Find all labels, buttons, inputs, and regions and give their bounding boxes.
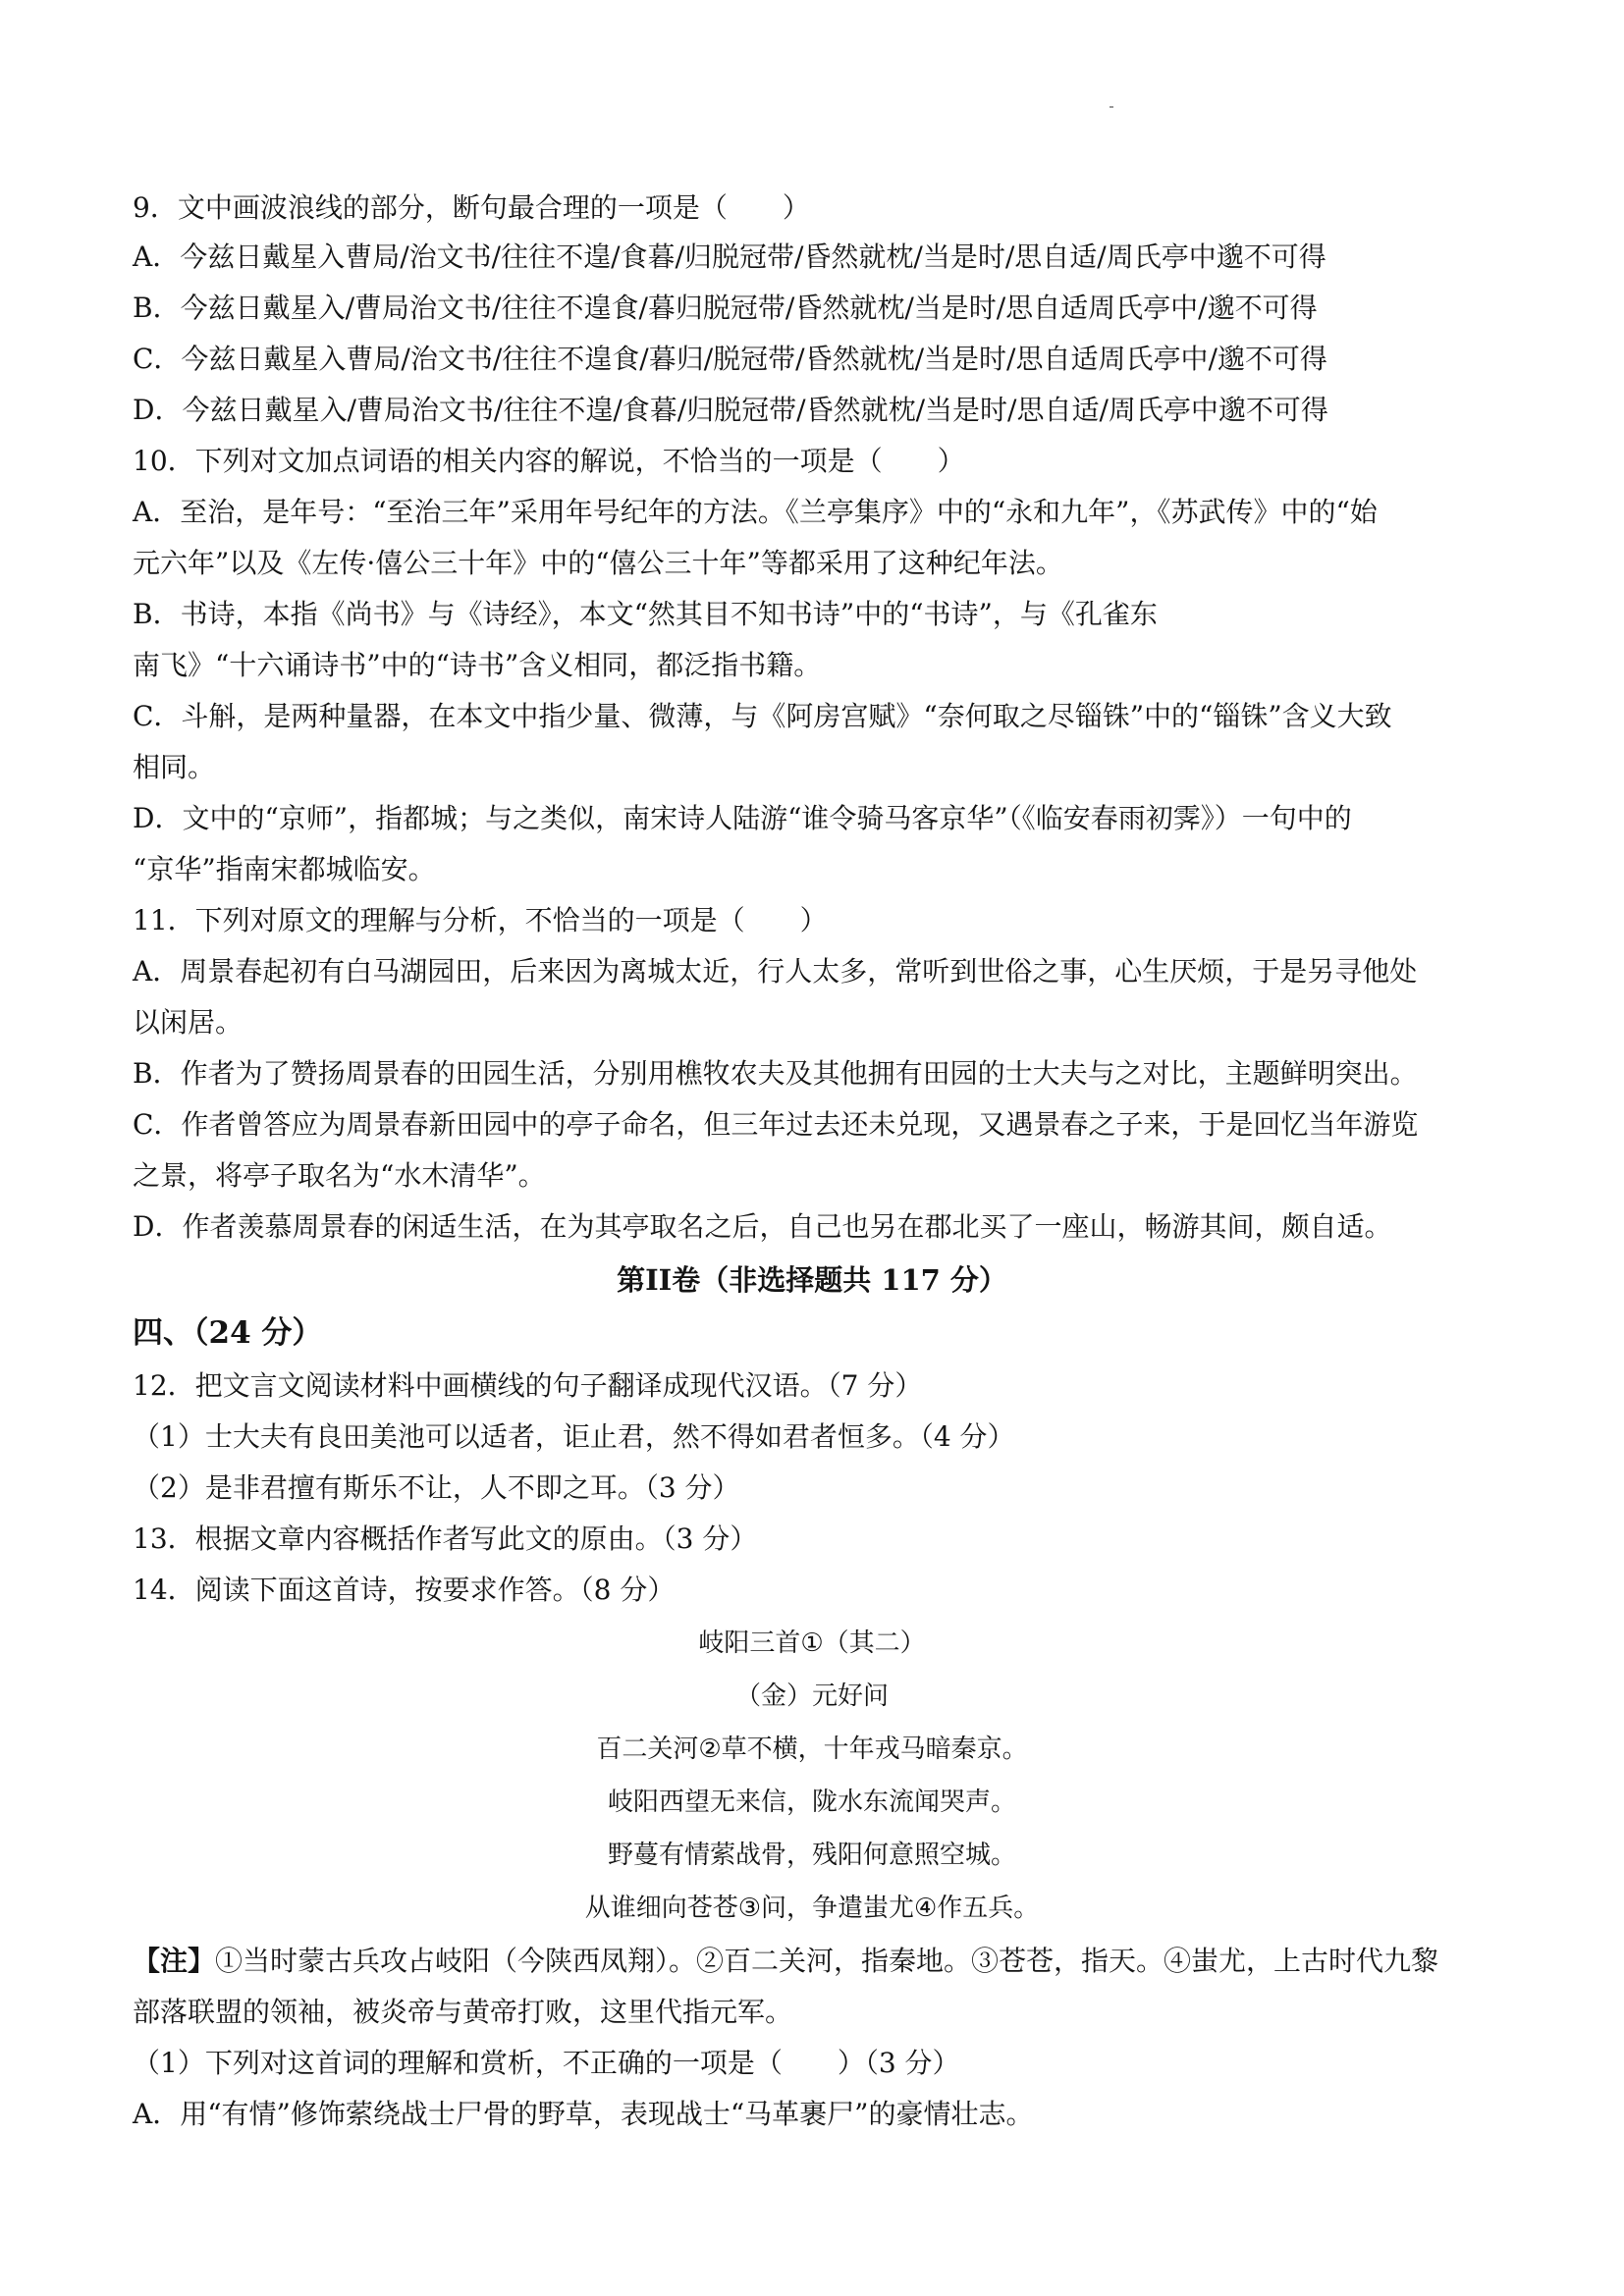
q14-stem: 14．阅读下面这首诗，按要求作答。（8 分） (133, 1574, 676, 1606)
q10-option-a-line2: 元六年”以及《左传·僖公三十年》中的“僖公三十年”等都采用了这种纪年法。 (133, 547, 1063, 579)
q14-sub1-stem: （1）下列对这首词的理解和赏析，不正确的一项是（ ）（3 分） (133, 2047, 960, 2079)
q12-sub2: （2）是非君擅有斯乐不让，人不即之耳。（3 分） (133, 1471, 740, 1504)
q11-stem: 11．下列对原文的理解与分析，不恰当的一项是（ ） (133, 904, 828, 936)
q13-stem: 13．根据文章内容概括作者写此文的原由。（3 分） (133, 1522, 758, 1555)
q14-sub1-option-a: A．用“有情”修饰萦绕战士尸骨的野草，表现战士“马革裹尸”的豪情壮志。 (133, 2098, 1034, 2130)
section4-title: 四、（24 分） (133, 1315, 323, 1351)
q9-option-c: C．今兹日戴星入曹局/治文书/往往不遑食/暮归/脱冠带/昏然就枕/当是时/思自适周氏亭中/邈不可得 (133, 343, 1327, 375)
q12-sub1: （1）士大夫有良田美池可以适者，讵止君，然不得如君者恒多。（4 分） (133, 1420, 1015, 1453)
poem-line-4: 从谁细向苍苍③问，争遣蚩尤④作五兵。 (584, 1894, 1040, 1923)
q11-option-a-line1: A．周景春起初有白马湖园田，后来因为离城太近，行人太多，常听到世俗之事，心生厌烦，于是另寻他处 (133, 955, 1418, 988)
q11-option-d: D．作者羡慕周景春的闲适生活，在为其亭取名之后，自己也另在郡北买了一座山，畅游其间，颇自适。 (133, 1210, 1392, 1243)
q9-option-b: B．今兹日戴星入/曹局治文书/往往不遑食/暮归脱冠带/昏然就枕/当是时/思自适周氏亭中/邈不可得 (133, 292, 1318, 324)
poem-line-3: 野蔓有情萦战骨，残阳何意照空城。 (607, 1841, 1016, 1870)
note-text-1: ①当时蒙古兵攻占岐阳（今陕西凤翔）。②百二关河，指秦地。③苍苍，指天。④蚩尤，上古时代九黎 (215, 1945, 1439, 1977)
q10-option-d-line1: D．文中的“京师”，指都城；与之类似，南宋诗人陆游“谁令骑马客京华”（《临安春雨初霁》）一句中的 (133, 802, 1352, 834)
poem-line-1: 百二关河②草不横，十年戎马暗秦京。 (596, 1735, 1028, 1764)
poem-note-line1 (133, 1944, 1438, 1979)
q9-stem: 9．文中画波浪线的部分，断句最合理的一项是（ ） (133, 191, 810, 224)
scan-mark (1110, 106, 1113, 108)
note-label: 【注】 (133, 1945, 216, 1977)
q10-option-b-line2: 南飞》“十六诵诗书”中的“诗书”含义相同，都泛指书籍。 (133, 649, 822, 681)
q11-option-c-line2: 之景，将亭子取名为“水木清华”。 (133, 1159, 546, 1192)
q12-stem: 12．把文言文阅读材料中画横线的句子翻译成现代汉语。（7 分） (133, 1369, 923, 1402)
q11-option-b: B．作者为了赞扬周景春的田园生活，分别用樵牧农夫及其他拥有田园的士大夫与之对比，主题鲜明突出。 (133, 1057, 1418, 1090)
q10-option-b-line1: B．书诗，本指《尚书》与《诗经》，本文“然其目不知书诗”中的“书诗”，与《孔雀东 (133, 598, 1158, 630)
q9-option-d: D．今兹日戴星入/曹局治文书/往往不遑/食暮/归脱冠带/昏然就枕/当是时/思自适/周氏亭中邈不可得 (133, 394, 1328, 426)
poem-title: 岐阳三首①（其二） (698, 1629, 926, 1658)
q10-option-d-line2: “京华”指南宋都城临安。 (133, 853, 436, 885)
q11-option-a-line2: 以闲居。 (133, 1006, 244, 1039)
q10-option-c-line1: C．斗斛，是两种量器，在本文中指少量、微薄，与《阿房宫赋》“奈何取之尽锱铢”中的“锱铢”含义大致 (133, 700, 1392, 732)
q10-option-c-line2: 相同。 (133, 751, 216, 783)
q10-option-a-line1: A．至治，是年号：“至治三年”采用年号纪年的方法。《兰亭集序》中的“永和九年”，《苏武传》中的“始 (133, 496, 1378, 528)
poem-author: （金）元好问 (734, 1682, 889, 1711)
q11-option-c-line1: C．作者曾答应为周景春新田园中的亭子命名，但三年过去还未兑现，又遇景春之子来，于是回忆当年游览 (133, 1108, 1419, 1141)
q10-stem: 10．下列对文加点词语的相关内容的解说，不恰当的一项是（ ） (133, 445, 965, 477)
poem-note-line2: 部落联盟的领袖，被炎帝与黄帝打败，这里代指元军。 (133, 1996, 793, 2028)
q9-option-a: A．今兹日戴星入曹局/治文书/往往不遑/食暮/归脱冠带/昏然就枕/当是时/思自适/周氏亭中邈不可得 (133, 240, 1326, 273)
part2-title: 第II卷（非选择题共 117 分） (617, 1263, 1007, 1297)
poem-line-2: 岐阳西望无来信，陇水东流闻哭声。 (607, 1788, 1016, 1817)
